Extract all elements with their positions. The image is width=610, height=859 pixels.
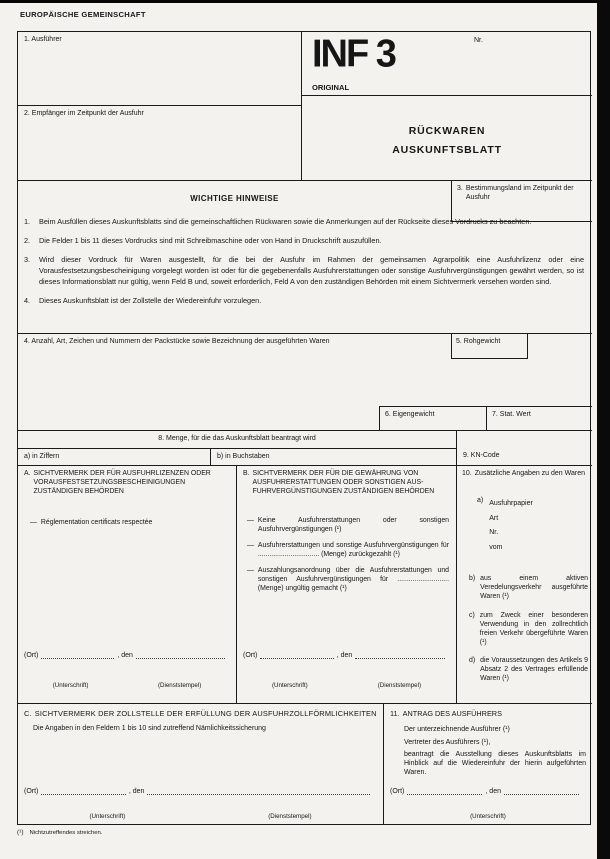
section-b-item-2 [247, 541, 449, 559]
field-10-box [457, 466, 592, 703]
dash: — [247, 517, 254, 524]
field-10-number: 10. [462, 470, 472, 477]
section-a-ort-line [24, 652, 228, 660]
field-11-ort-line [390, 788, 582, 796]
ort-label: (Ort) [24, 652, 39, 659]
hints-section [18, 181, 592, 334]
field-10b-key: b) [469, 575, 476, 582]
original-label: ORIGINAL [312, 83, 350, 92]
dotted-line [355, 652, 445, 659]
section-c-box [18, 704, 384, 824]
field-10a-key: a) [477, 497, 484, 504]
section-c-letter: C. [24, 709, 32, 718]
den-label: , den [336, 652, 353, 659]
field-10c-text: zum Zweck einer besonderen Verwendung in den zollrechtlich freien Verkehr übergeführte Waren (¹) [479, 612, 588, 646]
field-11-line-3: beantragt die Ausstellung dieses Auskunftsblatts im Hinblick auf die Wiedereinfuhr der hierin aufgeführten Waren. [404, 751, 586, 776]
field-6-box [379, 406, 486, 431]
dotted-line [147, 788, 370, 795]
hint-item-2 [24, 235, 584, 246]
section-a-box [18, 466, 237, 703]
footnote-marker: (¹) [17, 829, 24, 836]
doc-title-box [302, 96, 592, 181]
field-10d-item [469, 656, 588, 683]
hints-title: WICHTIGE HINWEISE [190, 194, 279, 203]
doc-title-line2: AUSKUNFTSBLATT [392, 144, 502, 156]
hint-3-number: 3. [24, 255, 31, 264]
unterschrift-label: (Unterschrift) [52, 682, 89, 689]
doc-title-line1: RÜCKWAREN [408, 125, 486, 137]
section-b-letter: B. [243, 470, 250, 477]
field-11-title: ANTRAG DES AUSFÜHRERS [402, 709, 502, 718]
den-label: , den [117, 652, 133, 659]
section-b-item-3 [247, 566, 449, 593]
section-b-ort-line [243, 652, 448, 660]
footnote-text: Nichtzutreffendes streichen. [29, 830, 103, 836]
field-11-line-1: Der unterzeichnende Ausführer (¹) [404, 726, 510, 733]
field-10a-line-1: Ausfuhrpapier [489, 500, 533, 507]
dash: — [247, 567, 254, 574]
dienststempel-label: (Dienststempel) [377, 682, 422, 689]
form-outline [17, 31, 591, 825]
field-11-signature-row [384, 813, 592, 820]
field-4-box [18, 334, 592, 431]
dienststempel-label: (Dienststempel) [268, 813, 312, 820]
field-8b-label: b) in Buchstaben [217, 453, 270, 460]
inf3-header-box [302, 32, 592, 96]
section-c-title: SICHTVERMERK DER ZOLLSTELLE DER ERFÜLLUNG DER AUSFUHRZOLLFÖRMLICHKEITEN [34, 709, 377, 718]
field-8-box [18, 431, 457, 466]
field-3-label: Bestimmungsland im Zeitpunkt der Ausfuhr [465, 185, 574, 201]
section-b-item-1 [247, 516, 449, 534]
hint-1-number: 1. [24, 217, 31, 226]
field-11-number: 11. [390, 709, 400, 718]
hint-2-number: 2. [24, 236, 31, 245]
field-8-9-row [18, 431, 592, 466]
field-5-label: 5. Rohgewicht [456, 338, 501, 345]
section-a-item [30, 518, 228, 527]
unterschrift-label: (Unterschrift) [470, 813, 506, 820]
field-11-line-2: Vertreter des Ausführers (¹), [404, 738, 491, 746]
hint-4-text: Dieses Auskunftsblatt ist der Zollstelle der Wiedereinfuhr vorzulegen. [39, 296, 262, 305]
field-10d-text: die Voraussetzungen des Artikels 9 Absatz 2 des Vertrages erfüllende Waren (¹) [480, 657, 588, 682]
section-a-item-text: Réglementation certificats respectée [40, 519, 153, 526]
field-2-label: 2. Empfänger im Zeitpunkt der Ausfuhr [24, 110, 144, 117]
field-10-title: Zusätzliche Angaben zu den Waren [474, 470, 585, 477]
field-7-label: 7. Stat. Wert [492, 411, 531, 418]
field-10d-key: d) [469, 657, 476, 664]
scan-edge-top [0, 0, 610, 3]
dotted-line [260, 652, 333, 659]
dotted-line [504, 788, 579, 795]
ort-label: (Ort) [243, 652, 258, 659]
nr-label: Nr. [474, 37, 483, 44]
section-a-signature-row [18, 682, 236, 689]
dotted-line [41, 652, 114, 659]
footnote [17, 829, 102, 836]
field-8a-label: a) in Ziffern [18, 449, 211, 466]
field-10b-text: aus einem aktiven Veredelungsverkehr ausgeführte Waren (¹) [480, 575, 588, 600]
field-9-box [457, 431, 592, 466]
unterschrift-label: (Unterschrift) [271, 682, 308, 689]
community-header: EUROPÄISCHE GEMEINSCHAFT [20, 10, 146, 19]
field-6-label: 6. Eigengewicht [385, 411, 435, 418]
dotted-line [41, 788, 125, 795]
doc-title [302, 96, 592, 160]
hint-item-1 [24, 216, 584, 227]
ort-label: (Ort) [390, 788, 405, 795]
inf3-title: INF 3 [312, 32, 395, 76]
field-10c-key: c) [469, 612, 475, 619]
dash: — [247, 542, 254, 549]
field-10a-block [477, 497, 533, 555]
section-b-item-2-text: Ausfuhrerstattungen und sonstige Ausfuhrvergünstigungen für ................................ (Menge) zurückgezahlt (¹) [257, 542, 449, 558]
section-a-item-dash: — [30, 519, 37, 526]
section-b-box [237, 466, 457, 703]
den-label: , den [485, 788, 501, 795]
field-10a-line-4: vom [489, 543, 503, 551]
hint-2-text: Die Felder 1 bis 11 dieses Vordrucks sind mit Schreibmaschine oder von Hand in Druckschrift auszufüllen. [39, 236, 382, 245]
field-9-label: 9. KN-Code [463, 452, 500, 459]
hint-item-4 [24, 295, 584, 306]
section-b-signature-row [237, 682, 456, 689]
field-10b-item [469, 574, 588, 601]
scan-edge-right [597, 0, 610, 859]
field-10a-line-3: Nr. [489, 529, 499, 536]
field-1-box [18, 32, 302, 106]
hint-3-text: Wird dieser Vordruck für Waren ausgestellt, für die bei der Ausfuhr im Rahmen der gemeinsamen Agrarpolitik eine Ausfuhrlizenz oder eine Vorausfestsetzungsbescheinigung vorgelegt worden ist oder für die gegebenenfalls Ausfuhrerstattungen oder sonstige Ausfuhrvergünstigungen gewährt werden, so ist dieses Informationsblatt nur gültig, wenn Feld B und, soweit erforderlich, Feld A von den zuständigen Behörden mit einem Sichtvermerk versehen worden sind. [39, 255, 584, 286]
sections-a-b-10-row [18, 466, 592, 704]
section-c-line: Die Angaben in den Feldern 1 bis 10 sind zutreffend Nämlichkeitssicherung [33, 725, 266, 732]
dotted-line [136, 652, 225, 659]
field-4-label: 4. Anzahl, Art, Zeichen und Nummern der Packstücke sowie Bezeichnung der ausgeführten Waren [24, 338, 330, 345]
field-11-box [384, 704, 592, 824]
ort-label: (Ort) [24, 788, 39, 795]
section-c-ort-line [24, 788, 373, 796]
dienststempel-label: (Dienststempel) [157, 682, 202, 689]
den-label: , den [128, 788, 145, 795]
section-b-item-3-text: Auszahlungsanordnung über die Ausfuhrerstattungen und sonstigen Ausfuhrvergünstigungen für ........................... (Menge) ungültig gemacht (¹) [257, 567, 449, 592]
hint-1-text: Beim Ausfüllen dieses Auskunftsblatts sind die gemeinschaftlichen Rückwaren sowie die Anmerkungen auf der Rückseite dieses Vordrucks zu beachten. [39, 217, 532, 226]
field-3-number: 3. [457, 185, 463, 192]
field-7-box [486, 406, 592, 431]
sections-c-11-row [18, 704, 592, 824]
section-a-title: SICHTVERMERK DER FÜR AUSFUHRLIZENZEN ODER VORAUSFESTSETZUNGSBESCHEINIGUNGEN ZUSTÄNDIGEN BEHÖRDEN [33, 470, 211, 495]
field-8-label: 8. Menge, für die das Auskunftsblatt beantragt wird [158, 435, 316, 442]
field-1-label: 1. Ausführer [24, 36, 62, 43]
field-10a-line-2: Art [489, 514, 499, 522]
field-5-box [451, 334, 528, 359]
section-b-item-1-text: Keine Ausfuhrerstattungen oder sonstigen Ausfuhrvergünstigungen (¹) [257, 517, 449, 533]
section-a-letter: A. [24, 470, 31, 477]
unterschrift-label: (Unterschrift) [89, 813, 126, 820]
section-b-title: SICHTVERMERK DER FÜR DIE GEWÄHRUNG VON AUSFUHRERSTATTUNGEN ODER SONSTIGEN AUS-FUHRVERGÜNSTIGUNGEN ZUSTÄNDIGEN BEHÖRDEN [252, 470, 435, 495]
hint-item-3 [24, 254, 584, 287]
hint-4-number: 4. [24, 296, 31, 305]
dotted-line [407, 788, 482, 795]
field-10c-item [469, 611, 588, 647]
field-2-box [18, 106, 302, 181]
section-c-signature-row [18, 813, 383, 820]
